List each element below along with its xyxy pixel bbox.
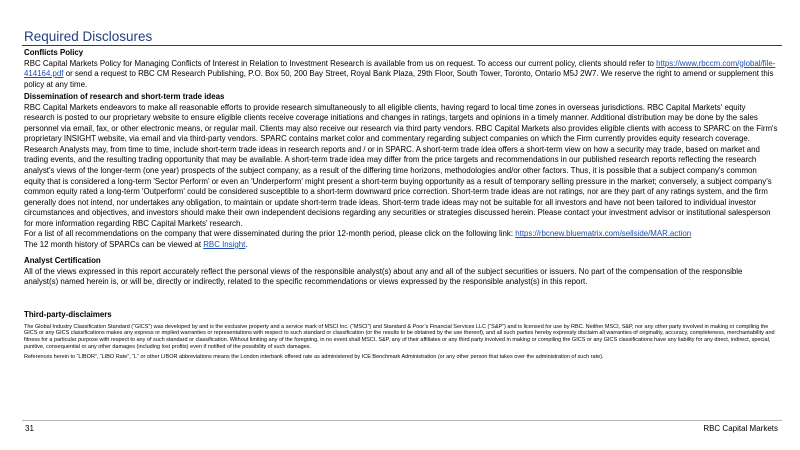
recommendations-list-line xyxy=(24,229,778,240)
page-header xyxy=(0,0,800,46)
conflicts-text xyxy=(24,59,778,91)
third-party-heading: Third-party-disclaimers xyxy=(24,310,112,320)
conflicts-policy-link[interactable]: https://www.rbccm.com/global/file-414164.pdf xyxy=(24,58,776,79)
sparc-history-line xyxy=(24,240,778,251)
sparc-history-end: . xyxy=(245,239,248,249)
analyst-text: All of the views expressed in this report accurately reflect the personal views of the responsible analyst(s) about any and all of the subject securities or issuers. No part of the compensation of the responsible analyst(s) named herein is, or will be, directly or indirectly, related to the specific recommendations or views expressed by the responsible analyst(s) in this report. xyxy=(24,266,743,287)
page-number: 31 xyxy=(25,424,34,433)
conflicts-text-end: or send a request to RBC CM Research Publishing, P.O. Box 50, 200 Bay Street, Royal Bank Plaza, 29th Floor, South Tower, Toronto, Ontario M5J 2W7. We reserve the right to amend or supplement this policy at any time. xyxy=(24,69,774,89)
dissemination-heading: Dissemination of research and short-term trade ideas xyxy=(24,92,225,102)
conflicts-text-start: RBC Capital Markets Policy for Managing Conflicts of Interest in Relation to Investment Research is available from us on request. To access our current policy, clients should refer to xyxy=(24,58,657,68)
gics-disclaimer: The Global Industry Classification Standard (“GICS”) was developed by and is the exclusive property and a service mark of MSCI Inc. (“MSCI”) and Standard & Poor’s Financial Services LLC (“S&P”) and is licensed for use by RBC. Neither MSCI, S&P, nor any other party involved in making or compiling the GICS or any GICS classifications makes any express or implied warranties or representations with respect to such standard or classification (or the results to be obtained by the use thereof), and all such parties hereby expressly disclaim all warranties of originality, accuracy, completeness, merchantability and fitness for a particular purpose with respect to any of such standard or classification. Without limiting any of the foregoing, in no event shall MSCI, S&P, any of their affiliates or any third party involved in making or compiling the GICS or any GICS classifications have any liability for any direct, indirect, special, punitive, consequential or any other damages (including lost profits) even if notified of the possibility of such damages. xyxy=(24,323,775,350)
title-divider xyxy=(22,45,782,46)
dissemination-body: RBC Capital Markets endeavors to make all reasonable efforts to provide research simultaneously to all eligible clients, having regard to local time zones in overseas jurisdictions. RBC Capital Markets' equity research is posted to our proprietary website to ensure eligible clients receive coverage initiations and changes in ratings, targets and opinions in a timely manner. Additional distribution may be done by the sales personnel via email, fax, or other electronic means, or regular mail. Clients may also receive our research via third party vendors. RBC Capital Markets also provides eligible clients with access to SPARC on the Firm's proprietary INSIGHT website, via email and via third-party vendors. SPARC contains market color and commentary regarding subject companies on which the Firm currently provides equity research coverage. Research Analysts may, from time to time, include short-term trade ideas in research reports and / or in SPARC. A short-term trade idea offers a short-term view on how a security may trade, based on market and trading events, and the resulting trading opportunity that may be available. A short-term trade idea may differ from the price targets and recommendations in our published research reports reflecting the research analyst's views of the longer-term (one year) prospects of the subject company, as a result of the differing time horizons, methodologies and/or other factors. Thus, it is possible that a subject company's common equity that is considered a long-term 'Sector Perform' or even an 'Underperform' might present a short-term buying opportunity as a result of temporary selling pressure in the market; conversely, a subject company's common equity rated a long-term 'Outperform' could be considered susceptible to a short-term downward price correction. Short-term trade ideas are not ratings, nor are they part of any ratings system, and the firm generally does not intend, nor undertakes any obligation, to maintain or update short-term trade ideas. Short-term trade ideas may not be suitable for all investors and have not been tailored to individual investor circumstances and objectives, and investors should make their own independent decisions regarding any securities or strategies discussed herein. Please contact your investment advisor or institutional salesperson for more information regarding RBC Capital Markets' research. xyxy=(24,102,778,228)
analyst-heading: Analyst Certification xyxy=(24,256,101,266)
disclosures-content xyxy=(24,48,778,361)
recommendations-list-link[interactable]: https://rbcnew.bluematrix.com/sellside/MAR.action xyxy=(515,229,692,239)
recommendations-list-text: For a list of all recommendations on the company that were disseminated during the prior 12-month period, please click on the following link: xyxy=(24,229,516,239)
libor-disclaimer: References herein to “LIBOR”, “LIBO Rate”, “L” or other LIBOR abbreviations means the London interbank offered rate as administered by ICE Benchmark Administration (or any other person that takes over the administration of such rate). xyxy=(24,354,604,361)
footer-divider xyxy=(22,420,782,421)
conflicts-heading: Conflicts Policy xyxy=(24,48,84,57)
page-title: Required Disclosures xyxy=(24,29,153,44)
footer-brand: RBC Capital Markets xyxy=(703,424,778,433)
rbc-insight-link[interactable]: RBC Insight xyxy=(203,239,246,249)
sparc-history-text: The 12 month history of SPARCs can be viewed at xyxy=(24,239,204,249)
